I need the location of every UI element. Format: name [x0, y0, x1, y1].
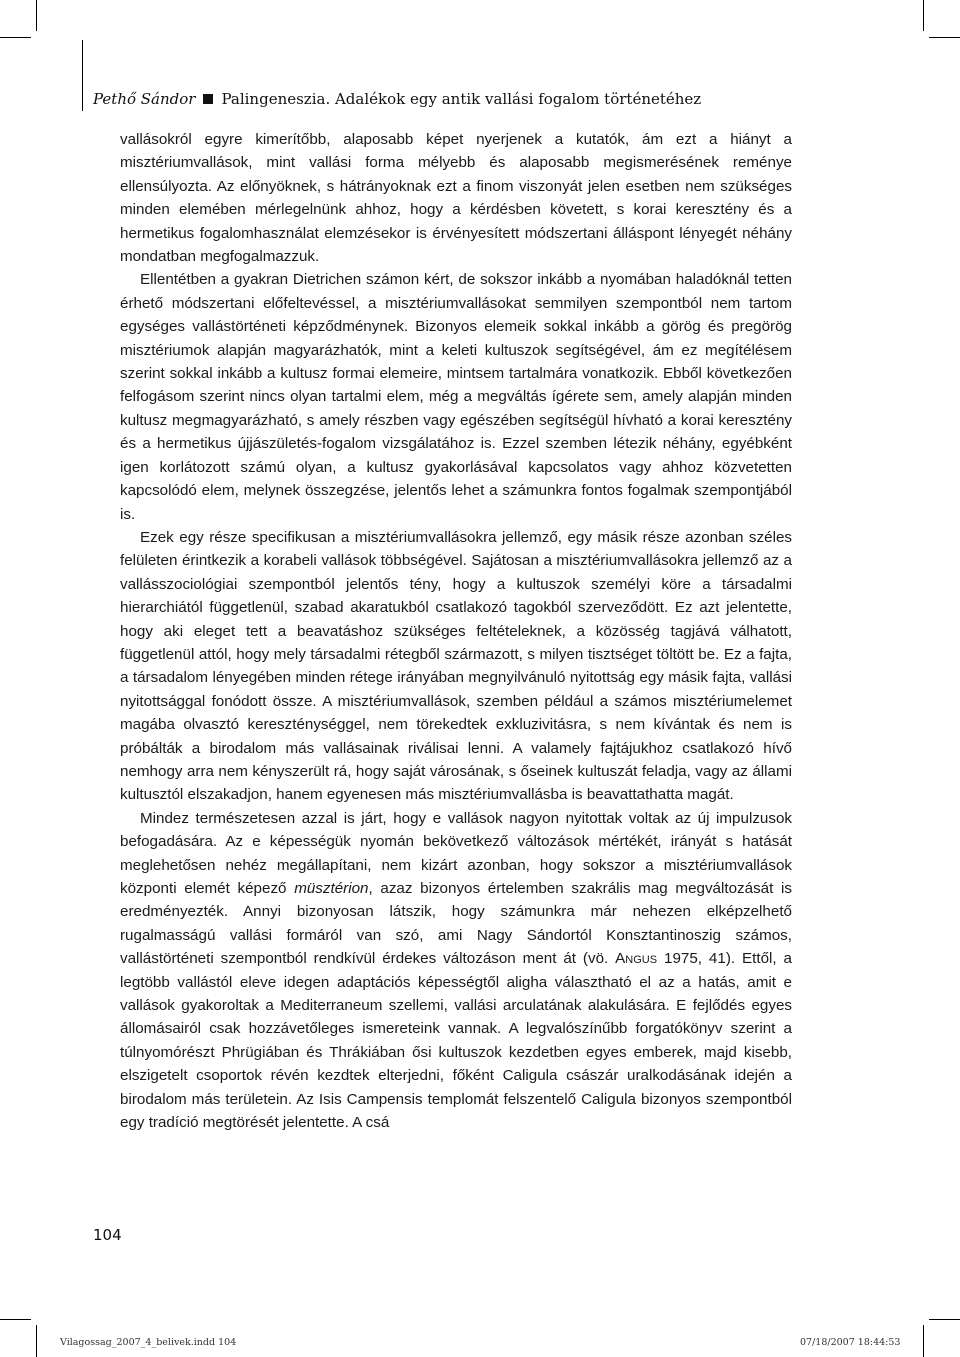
paragraph-4-part-2: , azaz bizonyos értelemben szakrális mag megváltozását is eredményezték. Annyi bizonyosan látszik, hogy számunkra már nehezen elképzelhető rugalmasságú vallási formáról van szó, ami Nagy Sándortól Konsztantinoszig számos, vallástörténeti szempontból rendkívül érdekes változáson ment át (vö.	[120, 880, 792, 968]
italic-term: müsztérion	[294, 880, 369, 897]
square-bullet-icon	[203, 94, 213, 104]
crop-mark-bottom-right	[923, 1325, 924, 1357]
paragraph-1: vallásokról egyre kimerítőbb, alaposabb képet nyerjenek a kutatók, ám ezt a hiányt a misztériumvallások, mint vallási forma mélyebb és alaposabb megismerésének reménye ellensúlyozta. Az előnyöknek, s hátrányoknak ezt a finom viszonyát jelen esetben nem szükséges minden elemében mérlegelnünk ahhoz, hogy a kérdésben követett, s korai keresztény és a hermetikus fogalomhasználat elemzésekor is érvényesített módszertani álláspont lényegét néhány mondatban megfogalmazzuk.	[120, 131, 792, 266]
page-number: 104	[93, 1226, 122, 1244]
crop-mark-top-right	[923, 0, 924, 31]
crop-mark-header-rule	[82, 40, 83, 111]
crop-mark-top-left	[36, 0, 37, 31]
crop-mark-bottom-right-h	[929, 1319, 960, 1320]
crop-mark-bottom-left-h	[0, 1319, 31, 1320]
paragraph-2: Ellentétben a gyakran Dietrichen számon kért, de sokszor inkább a nyomában haladóknál tetten érhető módszertani előfeltevéssel, a misztériumvallásokat semmilyen szempontból nem tartom egységes vallástörténeti képződménynek. Bizonyos elemeik sokkal inkább a görög és pregörög misztériumok alapján magyarázhatók, mint a keleti kultuszok segítségével, ám ez megítélésem szerint sokkal inkább a kultusz formai elemeire, mintsem tartalmára vonatkozik. Ebből következően felfogásom szerint nincs olyan tartalmi elem, még a megváltás ígérete sem, amely alapján minden kultusz megmagyarázható, s amely részben vagy egészében segítségül hívható a korai keresztény és a hermetikus újjászületés-fogalom vizsgálatához is. Ezzel szemben létezik néhány, egyébként igen korlátozott számú olyan, a kultusz gyakorlásával kapcsolatos vagy ahhoz közvetetten kapcsolódó elem, melynek összegzése, jelentős lehet a számunkra fontos fogalmak szempontjából is.	[120, 271, 792, 523]
header-title: Palingeneszia. Adalékok egy antik vallási fogalom történetéhez	[221, 90, 702, 108]
footer-timestamp: 07/18/2007 18:44:53	[800, 1337, 901, 1348]
paragraph-3: Ezek egy része specifikusan a misztériumvallásokra jellemző, egy másik része azonban széles felületen érintkezik a korabeli vallások többségével. Sajátosan a misztériumvallásokra jellemző az a vallásszociológiai szempontból jelentős tény, hogy a kultuszok személyi köre a társadalmi hierarchiától függetlenül, szabad akaratukból csatlakozó tagokból szerveződött. Ez azt jelentette, hogy aki eleget tett a beavatáshoz szükséges feltételeknek, a közösség tagjává válhatott, függetlenül attól, hogy mely társadalmi rétegből származott, s milyen tisztséget töltött be. Ez a fajta, a társadalom lényegében minden rétege irányában megnyilvánuló nyitottság egy másik fajta, vallási nyitottsággal fonódott össze. A misztériumvallások, szemben például a számos misztériumelemet magába olvasztó kereszténységgel, nem törekedtek exkluzivitásra, s nem kívántak és nem is próbálták a birodalom más vallásainak riválisai lenni. A valamely fajtájukhoz csatlakozó hívő nemhogy arra nem kényszerült rá, hogy saját városának, s őseinek kultuszát feladja, vagy az állami kultusztól elszakadjon, hanem egyenesen más misztériumvallásba is beavattathatta magát.	[120, 528, 792, 804]
footer-file: Vilagossag_2007_4_belivek.indd 104	[60, 1337, 237, 1348]
paragraph-4	[120, 807, 792, 1135]
crop-mark-bottom-left	[36, 1325, 37, 1357]
body-text	[120, 128, 792, 1134]
crop-mark-top-left-h	[0, 37, 31, 38]
running-header	[93, 90, 793, 108]
paragraph-4-part-3: 1975, 41). Ettől, a legtöbb vallástól eleve idegen adaptációs képességtől aligha választható el az a hatás, amit e vallások gyakoroltak a Mediterraneum szellemi, vallási arculatának alakulására. E fejlődés egyes állomásairól csak hozzávetőleges ismereteink vannak. A legvalószínűbb forgatókönyv szerint a túlnyomórészt Phrügiában és Thrákiában ősi kultuszok kezdetben egyes emberek, majd kisebb, elszigetelt csoportok révén kezdtek elterjedni, főként Caligula császár uralkodásának idején a birodalom más területein. Az Isis Campensis templomát felszentelő Caligula bizonyos szempontból egy tradíció megtörését jelentette. A csá	[120, 950, 792, 1132]
header-author: Pethő Sándor	[93, 90, 196, 108]
citation-author: Angus	[615, 950, 658, 968]
crop-mark-top-right-h	[929, 37, 960, 38]
paragraph-4-part-1: Mindez természetesen azzal is járt, hogy e vallások nagyon nyitottak voltak az új impulzusok befogadására. Az e képességük nyomán bekövetkező változások mértékét, irányát s hatását meglehetősen nehéz megállapítani, nem kizárt azonban, hogy sokszor a misztériumvallások központi elemét képező	[120, 809, 792, 897]
